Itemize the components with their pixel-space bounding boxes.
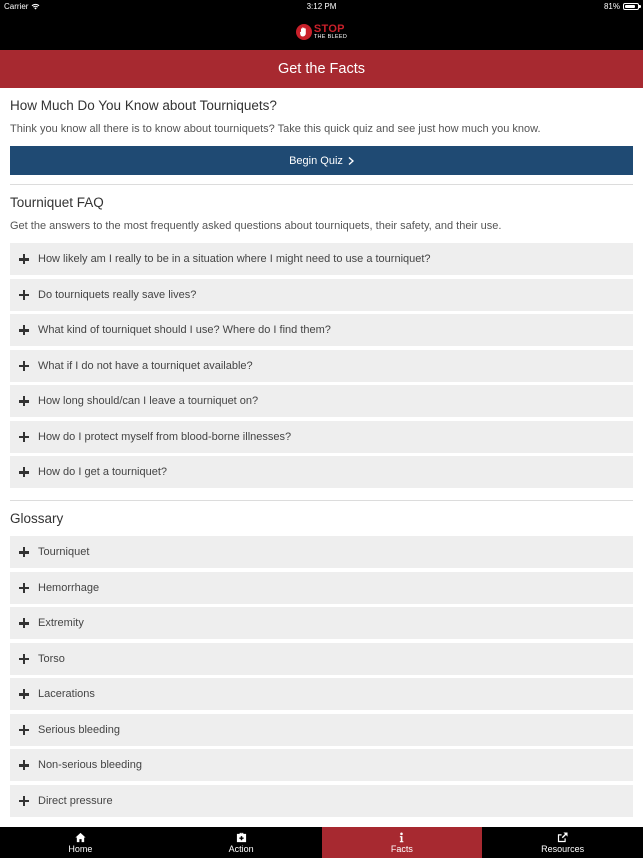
- faq-item[interactable]: [10, 314, 633, 346]
- plus-icon: [19, 618, 29, 628]
- plus-icon: [19, 583, 29, 593]
- tab-label: Resources: [541, 843, 585, 854]
- faq-item[interactable]: [10, 243, 633, 275]
- plus-icon: [19, 689, 29, 699]
- battery-icon: [623, 3, 639, 10]
- faq-item-label: How long should/can I leave a tourniquet on?: [38, 395, 259, 407]
- begin-quiz-label: Begin Quiz: [289, 154, 343, 167]
- info-icon: [396, 832, 407, 843]
- status-time: 3:12 PM: [306, 2, 337, 11]
- glossary-item[interactable]: [10, 785, 633, 817]
- plus-icon: [19, 432, 29, 442]
- stop-the-bleed-logo: [296, 24, 347, 41]
- faq-list: [10, 243, 633, 492]
- glossary-list: [10, 536, 633, 820]
- status-right: [604, 2, 639, 11]
- glossary-item-label: Non-serious bleeding: [38, 759, 142, 771]
- faq-item-label: Do tourniquets really save lives?: [38, 288, 197, 301]
- glossary-item-label: Torso: [38, 652, 65, 665]
- faq-item-label: What if I do not have a tourniquet available?: [38, 359, 253, 372]
- faq-item[interactable]: [10, 385, 633, 417]
- glossary-item-label: Serious bleeding: [38, 723, 120, 736]
- glossary-item[interactable]: [10, 749, 633, 781]
- logo-bleed-text: THE BLEED: [313, 33, 348, 40]
- glossary-item[interactable]: [10, 678, 633, 710]
- plus-icon: [19, 325, 29, 335]
- divider: [10, 184, 633, 185]
- plus-icon: [19, 796, 29, 806]
- home-icon: [75, 832, 86, 843]
- plus-icon: [19, 725, 29, 735]
- glossary-item-label: Lacerations: [38, 688, 95, 700]
- faq-item-label: How likely am I really to be in a situation where I might need to use a tourniquet?: [38, 253, 431, 265]
- tab-resources[interactable]: [482, 827, 643, 858]
- tab-action[interactable]: [161, 827, 322, 858]
- faq-item-label: How do I get a tourniquet?: [38, 466, 168, 478]
- glossary-item-label: Tourniquet: [38, 546, 90, 558]
- plus-icon: [19, 290, 29, 300]
- chevron-right-icon: [348, 157, 354, 165]
- glossary-item[interactable]: [10, 607, 633, 639]
- faq-item[interactable]: [10, 350, 633, 382]
- faq-item-label: How do I protect myself from blood-borne illnesses?: [38, 430, 292, 443]
- glossary-item-label: Extremity: [38, 617, 84, 629]
- tab-bar: [0, 827, 643, 858]
- glossary-item[interactable]: [10, 643, 633, 675]
- tab-facts[interactable]: [322, 827, 483, 858]
- plus-icon: [19, 760, 29, 770]
- glossary-item-label: Hemorrhage: [38, 581, 100, 594]
- quiz-title: How Much Do You Know about Tourniquets?: [10, 98, 277, 113]
- carrier-label: Carrier: [4, 2, 29, 11]
- plus-icon: [19, 654, 29, 664]
- faq-description: Get the answers to the most frequently asked questions about tourniquets, their safety, and their use.: [10, 220, 502, 232]
- plus-icon: [19, 361, 29, 371]
- plus-icon: [19, 396, 29, 406]
- tab-label: Home: [68, 843, 93, 854]
- begin-quiz-button[interactable]: [10, 146, 633, 175]
- plus-icon: [19, 467, 29, 477]
- hand-icon: [296, 24, 312, 40]
- tab-home[interactable]: [0, 827, 161, 858]
- faq-title: Tourniquet FAQ: [10, 195, 104, 210]
- glossary-item[interactable]: [10, 572, 633, 604]
- quiz-description: Think you know all there is to know about tourniquets? Take this quick quiz and see just how much you know.: [10, 123, 541, 135]
- plus-icon: [19, 254, 29, 264]
- plus-icon: [19, 547, 29, 557]
- faq-item-label: What kind of tourniquet should I use? Where do I find them?: [38, 324, 331, 336]
- battery-percent: 81%: [603, 2, 620, 11]
- divider: [10, 500, 633, 501]
- logo-bar: [0, 14, 643, 50]
- logo-stop-text: STOP: [313, 22, 345, 35]
- tab-label: Facts: [390, 843, 413, 854]
- faq-item[interactable]: [10, 456, 633, 488]
- glossary-item[interactable]: [10, 714, 633, 746]
- glossary-item-label: Direct pressure: [38, 794, 113, 807]
- page-title: Get the Facts: [0, 50, 643, 88]
- faq-item[interactable]: [10, 421, 633, 453]
- first-aid-kit-icon: [236, 832, 247, 843]
- glossary-item[interactable]: [10, 536, 633, 568]
- tab-label: Action: [228, 843, 254, 854]
- status-bar: [0, 0, 643, 14]
- external-link-icon: [557, 832, 568, 843]
- faq-item[interactable]: [10, 279, 633, 311]
- glossary-title: Glossary: [10, 511, 64, 526]
